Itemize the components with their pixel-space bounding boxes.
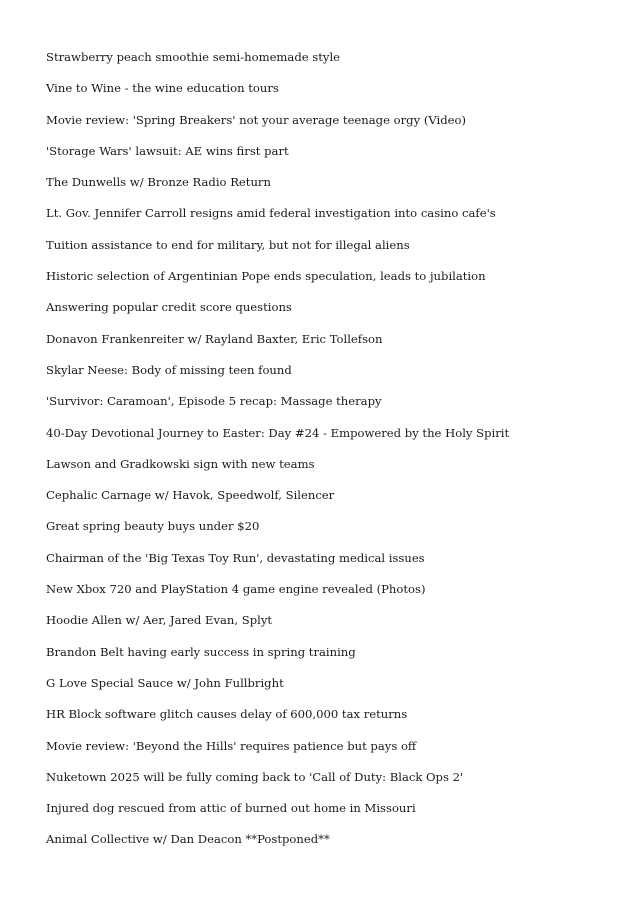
headline-item: Historic selection of Argentinian Pope ends speculation, leads to jubilation	[46, 269, 486, 284]
headline-item: Movie review: 'Spring Breakers' not your average teenage orgy (Video)	[46, 112, 467, 127]
headline-item: Great spring beauty buys under $20	[46, 519, 260, 534]
headline-item: Nuketown 2025 will be fully coming back to 'Call of Duty: Black Ops 2'	[46, 769, 464, 784]
headline-item: Tuition assistance to end for military, but not for illegal aliens	[46, 237, 410, 252]
headline-item: Injured dog rescued from attic of burned out home in Missouri	[46, 801, 416, 816]
headline-item: 'Survivor: Caramoan', Episode 5 recap: Massage therapy	[46, 394, 382, 409]
headline-item: Movie review: 'Beyond the Hills' requires patience but pays off	[46, 738, 417, 753]
headline-item: Skylar Neese: Body of missing teen found	[46, 362, 292, 377]
headline-item: Answering popular credit score questions	[46, 300, 292, 315]
headline-item: The Dunwells w/ Bronze Radio Return	[46, 175, 271, 190]
headline-item: Lawson and Gradkowski sign with new teams	[46, 456, 315, 471]
headline-item: 40-Day Devotional Journey to Easter: Day #24 - Empowered by the Holy Spirit	[46, 425, 510, 440]
headline-item: G Love Special Sauce w/ John Fullbright	[46, 675, 284, 690]
headline-list	[46, 49, 606, 863]
headline-item: Donavon Frankenreiter w/ Rayland Baxter, Eric Tollefson	[46, 331, 383, 346]
headline-item: New Xbox 720 and PlayStation 4 game engine revealed (Photos)	[46, 582, 426, 597]
headline-item: HR Block software glitch causes delay of 600,000 tax returns	[46, 707, 408, 722]
headline-item: Strawberry peach smoothie semi-homemade style	[46, 50, 341, 64]
headline-item: Lt. Gov. Jennifer Carroll resigns amid federal investigation into casino cafe's	[46, 206, 496, 221]
headline-item: Hoodie Allen w/ Aer, Jared Evan, Splyt	[46, 613, 273, 628]
headline-item: Animal Collective w/ Dan Deacon **Postponed**	[46, 832, 330, 847]
headline-item: Brandon Belt having early success in spring training	[46, 644, 356, 659]
headline-item: Chairman of the 'Big Texas Toy Run', devastating medical issues	[46, 550, 425, 565]
headline-item: 'Storage Wars' lawsuit: AE wins first part	[46, 143, 289, 158]
headline-item: Cephalic Carnage w/ Havok, Speedwolf, Silencer	[46, 488, 335, 503]
headline-item: Vine to Wine - the wine education tours	[46, 81, 279, 96]
